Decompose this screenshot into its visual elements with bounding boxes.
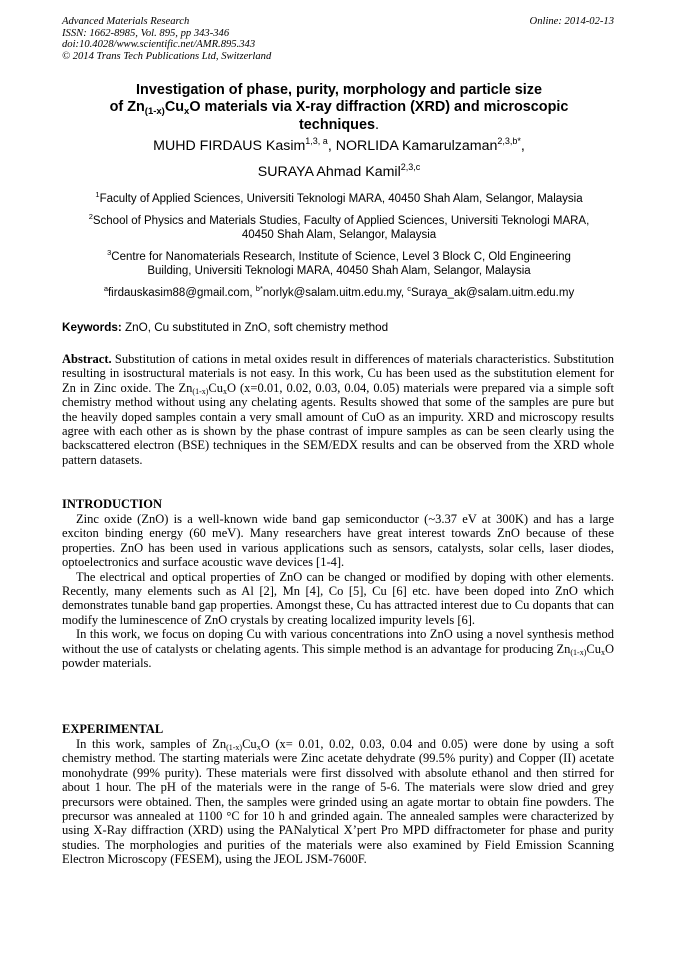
title-line-1: Investigation of phase, purity, morphology and particle size — [136, 82, 542, 98]
experimental-heading: EXPERIMENTAL — [62, 722, 164, 736]
formula-subscript: (1-x) — [192, 386, 209, 396]
affiliation-mark: 2 — [88, 212, 93, 221]
paragraph-text: Cu — [586, 641, 601, 656]
affiliation-2 — [62, 214, 616, 242]
author-affiliation-mark: 2,3,b* — [497, 136, 521, 146]
formula-subscript: x — [256, 743, 261, 752]
journal-doi: doi:10.4028/www.scientific.net/AMR.895.343 — [62, 39, 256, 51]
author-affiliation-mark: 1,3, a — [305, 136, 328, 146]
keywords — [62, 321, 616, 335]
author-separator: , — [520, 138, 525, 154]
introduction-paragraph: The electrical and optical properties of ZnO can be changed or modified by doping with other elements. Recently, many elements such as Al [2], Mn [4], Co [5], Cu [6] etc. have been doped into ZnO which demonstrates tunable band gap properties. Amongst these, Cu has attracted interest due to Cu dopants that can modify the luminescence of ZnO crystals by creating localized impurity levels [6]. — [62, 569, 614, 627]
email-link[interactable]: firdauskasim88@gmail.com, — [107, 287, 256, 299]
title-line-2 — [62, 99, 616, 116]
title-line-3 — [62, 117, 616, 134]
title-text: O materials via X-ray diffraction (XRD) and microscopic — [189, 99, 569, 116]
title-subscript: (1-x) — [144, 106, 165, 118]
online-date: Online: 2014-02-13 — [529, 16, 614, 27]
abstract-text: Substitution of cations in metal oxides result in differences of materials characteristics. Substitution resulting in isostructural materials is not easy. In this work, Cu has been used as the substitution element for Zn in Zinc oxide. The Zn — [62, 352, 614, 395]
email-link[interactable]: norlyk@salam.uitm.edu.my, — [262, 287, 408, 299]
affiliation-text: Faculty of Applied Sciences, Universiti Teknologi MARA, 40450 Shah Alam, Selangor, Malaysia — [99, 193, 583, 205]
email-link[interactable]: Suraya_ak@salam.uitm.edu.my — [411, 287, 575, 299]
abstract-label: Abstract. — [62, 352, 112, 366]
title-text: . — [374, 116, 379, 133]
introduction-body — [62, 512, 614, 670]
author-line-2 — [62, 163, 616, 181]
author-name: NORLIDA Kamarulzaman — [335, 138, 498, 154]
paragraph-text: Cu — [242, 737, 257, 751]
author-separator: , — [327, 138, 336, 154]
author-name: SURAYA Ahmad Kamil — [257, 164, 401, 180]
title-text: of Zn — [109, 99, 145, 116]
author-emails — [62, 286, 616, 300]
journal-header — [62, 16, 614, 62]
introduction-heading: INTRODUCTION — [62, 497, 163, 511]
affiliation-1 — [62, 192, 616, 206]
title-subscript: x — [184, 106, 190, 118]
paper-title — [62, 82, 616, 134]
title-text: Cu — [164, 99, 185, 116]
paragraph-text: O (x= 0.01, 0.02, 0.03, 0.04 and 0.05) were done by using a soft chemistry method. The starting materials were Zinc acetate dehydrate (99.5% purity) and Copper (II) acetate monohydrate (99% purity). These materials were first dissolved with absolute ethanol and then stirred for about 1 hour. The pH of the materials were in the range of 5-6. The materials were slow dried and grey precursors were obtained. Then, the samples were grinded using an agate mortar to obtain fine powders. The precursor was annealed at 1100 °C for 10 h and grinded again. The annealed samples were characterized by using X-Ray diffraction (XRD) using the PANalytical X’pert Pro MPD diffractometer for phase and purity studies. The morphologies and purities of the materials were also examined by Field Emission Scanning Electron Microscopy (FESEM), using the JEOL JSM-7600F. — [62, 737, 615, 867]
experimental-body — [62, 737, 614, 867]
introduction-paragraph — [62, 627, 614, 670]
formula-subscript: (1-x) — [570, 647, 587, 657]
email-mark: b* — [255, 284, 263, 293]
paragraph-text: O powder materials. — [62, 641, 614, 671]
affiliation-mark: 3 — [107, 248, 112, 257]
author-name: MUHD FIRDAUS Kasim — [153, 138, 306, 154]
author-line-1 — [62, 137, 616, 155]
introduction-paragraph: Zinc oxide (ZnO) is a well-known wide band gap semiconductor (~3.37 eV at 300K) and has a large exciton binding energy (60 meV). Many researchers have great interest towards ZnO because of these properties. ZnO has been used in various applications such as sensors, catalysts, solar cells, laser diodes, optoelectronics and surface acoustic wave devices [1-4]. — [62, 512, 614, 570]
journal-copyright: © 2014 Trans Tech Publications Ltd, Switzerland — [62, 50, 272, 62]
formula-subscript: x — [223, 386, 227, 396]
affiliation-text: Building, Universiti Teknologi MARA, 40450 Shah Alam, Selangor, Malaysia — [147, 265, 531, 278]
paragraph-text: In this work, samples of Zn — [76, 737, 227, 751]
affiliation-mark: 1 — [95, 190, 100, 199]
affiliation-text: Centre for Nanomaterials Research, Institute of Science, Level 3 Block C, Old Engineering — [111, 251, 571, 263]
abstract-text: Cu — [208, 380, 223, 395]
email-mark: a — [103, 284, 108, 293]
affiliation-3 — [62, 250, 616, 278]
paragraph-text: In this work, we focus on doping Cu with various concentrations into ZnO using a novel synthesis method without the use of catalysts or chelating agents. This simple method is an advantage for producing Zn — [62, 627, 614, 656]
keywords-text: ZnO, Cu substituted in ZnO, soft chemistry method — [121, 321, 389, 334]
formula-subscript: (1-x) — [226, 743, 243, 752]
email-mark: c — [407, 284, 412, 293]
abstract — [62, 352, 614, 467]
affiliation-text: 40450 Shah Alam, Selangor, Malaysia — [241, 229, 437, 242]
journal-issn: ISSN: 1662-8985, Vol. 895, pp 343-346 — [62, 27, 230, 39]
keywords-label: Keywords: — [62, 321, 122, 334]
title-text: techniques — [299, 116, 375, 133]
journal-name: Advanced Materials Research — [62, 16, 190, 27]
experimental-paragraph — [62, 737, 614, 867]
author-affiliation-mark: 2,3,c — [400, 162, 421, 172]
formula-subscript: x — [600, 647, 605, 657]
affiliation-text: School of Physics and Materials Studies, Faculty of Applied Sciences, Universiti Teknologi MARA, — [92, 215, 590, 227]
abstract-text: O (x=0.01, 0.02, 0.03, 0.04, 0.05) materials were prepared via a simple soft chemistry method without using any chelating agents. Results showed that some of the samples are pure but the heavily doped samples contain a very small amount of CuO as an impurity. XRD and microscopy results agree with each other as is shown by the phase contrast of impure samples as can be seen clearly using the backscattered electron (BSE) techniques in the SEM/EDX results and can be observed from the XRD whole pattern datasets. — [62, 380, 614, 467]
